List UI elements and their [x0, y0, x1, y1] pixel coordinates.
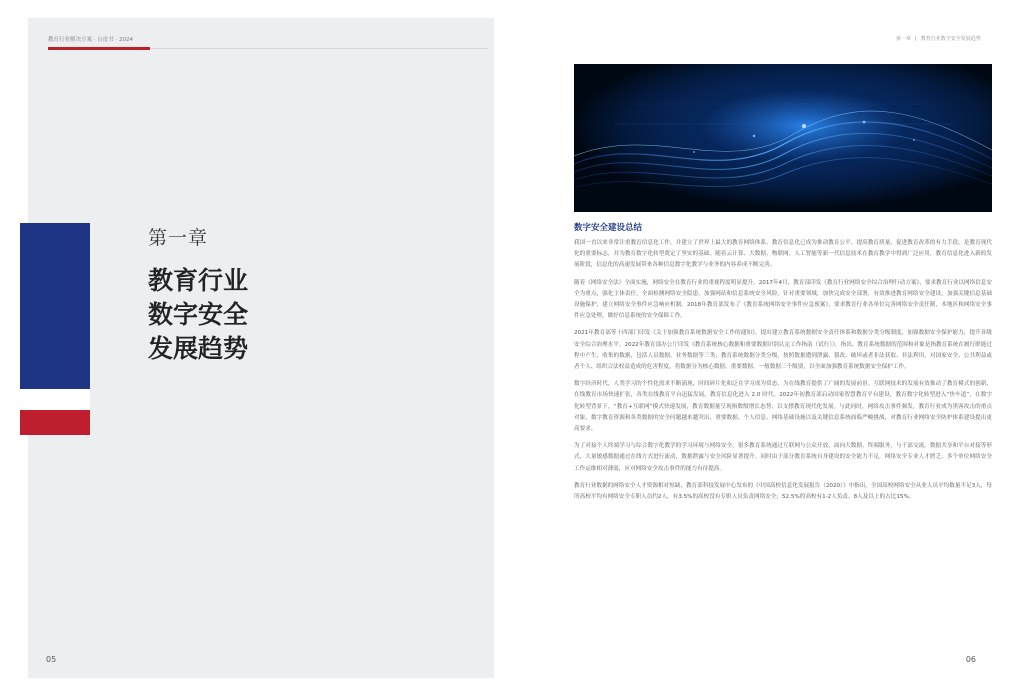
chapter-title-line-2: 数字安全: [148, 300, 249, 329]
chapter-title: [148, 264, 348, 366]
right-page-number: 06: [965, 655, 976, 664]
right-header-subtitle: 教育行业数字安全发展趋势: [920, 36, 981, 42]
red-decor-bar: [20, 410, 90, 435]
header-accent-line: [48, 47, 150, 50]
right-header-label: 第一章: [896, 36, 912, 42]
body-paragraph-2: 随着《网络安全法》全面实施，网络安全在教育行业的重视程度明显提升。2017年4月，教育部印发《教育行业网络安全综合治理行动方案》，要求教育行业以网络信息安全为重点，强化主体责任，全面检测网络安全隐患，加强网站和信息系统安全风险，针对重要领域，加快完成安全部署，有效推进教育网络安全建设，加强关键信息基础设施保护，建立网络安全事件应急响应机制。2018年教育部发布了《教育系统网络安全事件应急预案》，要求教育行业各单位完善网络安全责任制，本地区和网络安全事件应急处理，做好信息系统的安全保障工作。: [574, 279, 992, 320]
blue-decor-bar: [20, 223, 90, 389]
body-paragraph-1: 我国一直以来非常注重教育信息化工作，并建立了世界上最大的教育网络体系。教育信息化已成为推动教育公平、提高教育质量、促进教育改革的有力手段，是教育现代化的重要标志，并为教育数字化转型奠定了坚实的基础。随着云计算、大数据、物联网、人工智能等新一代信息技术在教育教学中得到广泛应用，教育信息化进入新的发展阶段，信息化的高速发展带来各种信息数字化教学与业务的内容养成不断完善。: [574, 240, 992, 269]
digital-wave-image: [574, 64, 992, 212]
left-header-text: 教育行业解决方案 · 白皮书 · 2024: [48, 37, 133, 43]
hero-image: [574, 64, 992, 212]
right-running-header: 第一章 | 教育行业数字安全发展趋势: [896, 36, 981, 42]
body-paragraph-5: 为了对接个人终端学习与综合数字化教学的学习环境与网络安全，很多教育系统通过互联网与公众开放、面向大数据、终端服务，与干部交流、数据共享和平台对接等形式，大量敏感数据通过在线方式进行流动，数据泄露与安全风险显著提升。同时由于部分教育系统自身建设的安全能力不足，网络安全专业人才匮乏，多个单位网络安全工作运维相对薄弱，应对网络安全攻击事件的能力有待提高。: [574, 443, 992, 472]
chapter-label: 第一章: [148, 227, 209, 249]
chapter-title-line-3: 发展趋势: [148, 334, 249, 363]
right-page: [494, 18, 1004, 678]
chapter-title-line-1: 教育行业: [148, 266, 249, 295]
section-heading: 数字安全建设总结: [574, 223, 643, 233]
left-page-number: 05: [46, 655, 57, 664]
left-running-header: [48, 32, 488, 49]
body-paragraph-3: 2021年教育部等十四部门印发《关于加强教育系统数据安全工作的通知》，提出建立教育系统数据安全责任体系和数据分类分级制度，加强数据安全保护能力，提升各级安全综合治理水平。2022年教育部办公厅印发《教育系统核心数据和重要数据识别认定工作指南（试行）》，指出，教育系统数据的范围和对象是指教育系统在履行职能过程中产生、收集的数据，包括人员数据、业务数据等三类；教育系统数据分类分级，按照数据遭到泄露、篡改、破坏或者非法获取、非法利用，对国家安全、公共利益或者个人、组织合法权益造成的危害程度，将数据分为核心数据、重要数据、一般数据三个级别，以全面加强教育系统数据安全保护工作。: [574, 330, 992, 371]
white-decor-bar: [20, 389, 90, 410]
body-paragraph-6: 教育行业数据的网络安全人才资源相对短缺，教育部科技发展中心发布的《中国高校信息化发展报告（2020）》中指出，全国高校网络安全从业人员平均数量不足3人，每所高校平均有网络安全专职人员约2人，有3.5%的高校没有专职人员负责网络安全；52.5%的高校有1-2人负责，8人及以上的占比15%。: [574, 482, 992, 501]
left-page: [28, 18, 494, 678]
body-text: [574, 238, 992, 509]
body-paragraph-4: 数字经济时代，人类学习的个性化需求不断涌现，时间碎片化和泛在学习成为常态，为在线教育提供了广阔的发展前景。互联网技术的发展有效推动了教育模式的创新，在线教育市场快速扩张，各类在线教育平台迅猛发展，教育信息化进入 2.0 时代。2022年初教育部启动国家智慧教育平台建设，教育数字化转型进入“快车道”，在数字化转型背景下，“教育+互联网”模式快速发展，教育数据量呈现指数级增长态势，以支撑教育现代化发展。与此同时，网络攻击事件频发，教育行业成为黑客攻击的重点对象，数字教育资源和各类数据的安全问题越来越突出，重要数据、个人信息、网络基础设施以及关键信息系统面临严峻挑战，对教育行业网络安全防护体系建设提出更高要求。: [574, 381, 992, 433]
